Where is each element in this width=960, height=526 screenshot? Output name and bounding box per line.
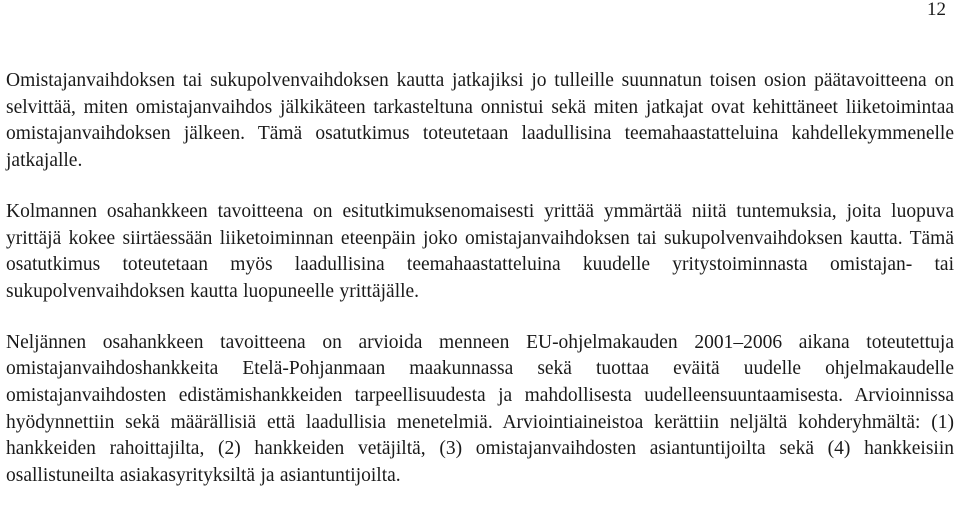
paragraph-third-subproject: Kolmannen osahankkeen tavoitteena on esitutkimuksenomaisesti yrittää ymmärtää niitä tuntemuksia, joita luopuva yrittäjä kokee siirtäessään liiketoiminnan eteenpäin joko omistajanvaihdoksen tai sukupolvenvaihdoksen kautta. Tämä osatutkimus toteutetaan myös laadullisina teemahaastatteluina kuudelle yritystoiminnasta omistajan- tai sukupolvenvaihdoksen kautta luopuneelle yrittäjälle.	[6, 200, 954, 302]
page-number: 12	[927, 0, 946, 20]
paragraph-fourth-subproject: Neljännen osahankkeen tavoitteena on arvioida menneen EU-ohjelmakauden 2001–2006 aikana toteutettuja omistajanvaihdoshankkeita Etelä-Pohjanmaan maakunnassa sekä tuottaa eväitä uudelle ohjelmakaudelle omistajanvaihdosten edistämishankkeiden tarpeellisuudesta ja mahdollisesta uudelleensuuntaamisesta. Arvioinnissa hyödynnettiin sekä määrällisiä että laadullisia menetelmiä. Arviointiaineistoa kerättiin neljältä kohderyhmältä: (1) hankkeiden rahoittajilta, (2) hankkeiden vetäjiltä, (3) omistajanvaihdosten asiantuntijoilta sekä (4) hankkeisiin osallistuneilta asiakasyrityksiltä ja asiantuntijoilta.	[6, 331, 954, 487]
body-text	[6, 68, 954, 490]
paragraph-second-section: Omistajanvaihdoksen tai sukupolvenvaihdoksen kautta jatkajiksi jo tulleille suunnatun toisen osion päätavoitteena on selvittää, miten omistajanvaihdos jälkikäteen tarkasteltuna onnistui sekä miten jatkajat ovat kehittäneet liiketoimintaa omistajanvaihdoksen jälkeen. Tämä osatutkimus toteutetaan laadullisina teemahaastatteluina kahdellekymmenelle jatkajalle.	[6, 70, 954, 172]
